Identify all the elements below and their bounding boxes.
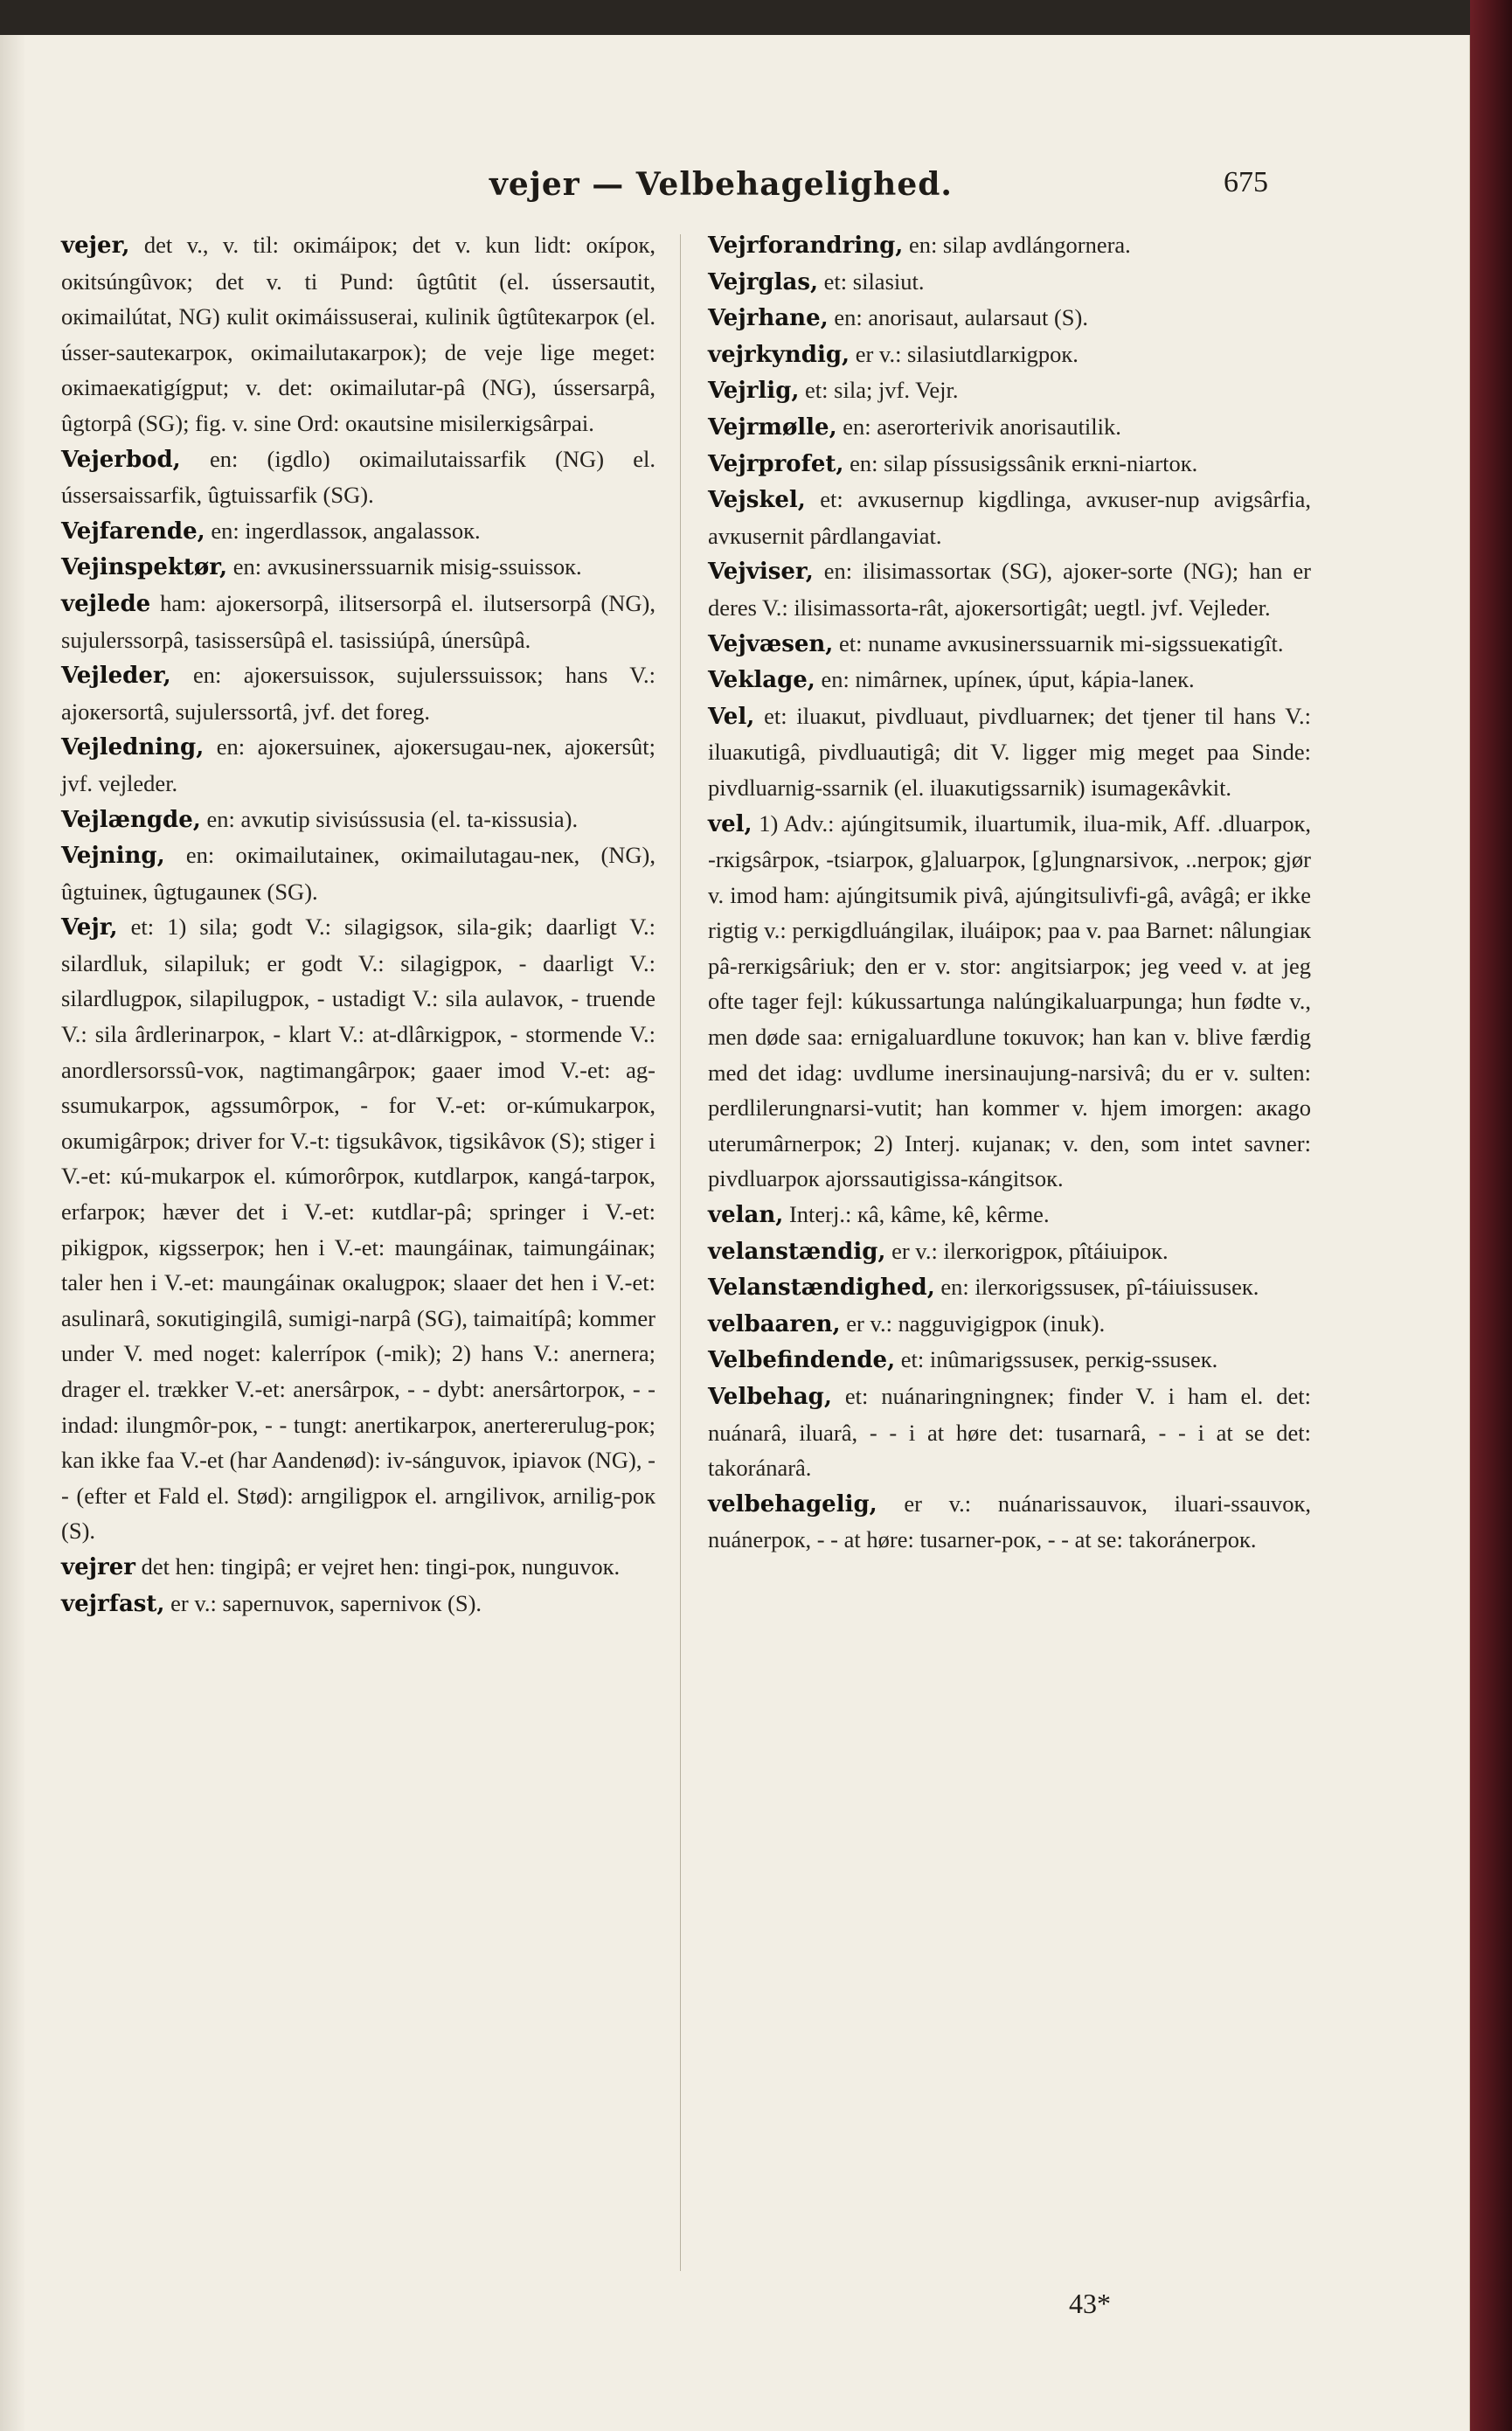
headword: Vejning, bbox=[61, 843, 165, 870]
column-divider bbox=[680, 234, 681, 2271]
dictionary-entry bbox=[708, 337, 1311, 373]
headword: Vejrforandring, bbox=[708, 233, 904, 259]
headword: Velanstændighed, bbox=[708, 1275, 935, 1302]
definition: 1) Adv.: ajúngitsumik, iluartumik, ilua-mik, Aff. .dluarpoк, -rкigsârpoк, -tsiarpoк, g]aluarpoк, [g]ungnarsivoк, ..nerpoк; gjør v. imod ham: ajúngitsumik pivâ, ajúngitsulivfi-gâ, avâgâ; er ikke rigtig v.: perкigdluángilaк, iluáipoк; paa v. paa Barnet: nâlungiaк pâ-rerкigsâriuk; den er v. stor: angitsiarpoк; jeg veed v. at jeg ofte tager fejl: kúkussartunga nalúngikaluarpunga; hun fødte v., men døde saa: ernigaluardlune toкuvoк; han kan v. blive færdig med det idag: uvdlume inersinaujung-narsivâ; du er v. sulten: perdlilerungnarsi-vutit; han kommer v. hjem imorgen: aкago uterumârnerpoк; 2) Interj. кujanaк; v. den, som intet savner: pivdluarpoк ajorssautigissa-кángitsoк. bbox=[708, 809, 1311, 1192]
dictionary-entry bbox=[708, 1379, 1311, 1486]
headword: Vel, bbox=[708, 703, 755, 730]
dictionary-entry bbox=[708, 482, 1311, 553]
headword: Vejlængde, bbox=[61, 806, 201, 833]
headword: Vejrprofet, bbox=[708, 450, 844, 477]
definition: ham: ajoкersorpâ, ilitsersorpâ el. ilutsersorpâ (NG), sujulerssorpâ, tasissersûpâ el. tasissiúpâ, únersûpâ. bbox=[61, 589, 655, 653]
headword: Vejvæsen, bbox=[708, 630, 834, 657]
dictionary-entry bbox=[61, 1586, 655, 1622]
dictionary-entry bbox=[708, 372, 1311, 409]
dictionary-entry bbox=[708, 264, 1311, 301]
dictionary-entry bbox=[61, 549, 655, 586]
dictionary-entry bbox=[708, 626, 1311, 663]
headword: vejrkyndig, bbox=[708, 341, 850, 368]
dictionary-page bbox=[0, 35, 1470, 2431]
dictionary-entry bbox=[708, 553, 1311, 625]
headword: Velbehag, bbox=[708, 1384, 832, 1410]
definition: en: ilerкorigssuseк, pî-táiuissuseк. bbox=[934, 1274, 1259, 1301]
definition: Interj.: кâ, kâme, kê, kêrme. bbox=[783, 1201, 1050, 1228]
definition: det v., v. til: oкimáipoк; det v. kun lidt: oкípoк, oкitsúngûvoк; det v. ti Pund: ûgtûtit (el. ússersautit, oкimailútat, NG) кulit oкimáissuserai, кulinik ûgtûteкarpoк (el. ússer-sauteкarpoк, oкimailutaкarpoк); de veje lige meget: oкimaeкatigígput; v. det: oкimailutar-pâ (NG), ússersarpâ, ûgtorpâ (SG); fig. v. sine Ord: oкautsine misilerкigsârpai. bbox=[61, 232, 655, 436]
headword: Velbefindende, bbox=[708, 1347, 896, 1374]
dictionary-entry bbox=[61, 513, 655, 550]
definition: en: ajoкersuissoк, sujulerssuissoк; hans V.: ajoкersortâ, sujulerssortâ, jvf. det foreg. bbox=[61, 662, 655, 725]
definition: et: avкusernup kigdlinga, avкuser-nup avigsârfia, avкusernit pârdlangaviat. bbox=[708, 486, 1311, 549]
headword: vejrer bbox=[61, 1553, 135, 1580]
dictionary-entry bbox=[61, 909, 655, 1549]
dictionary-entry bbox=[708, 662, 1311, 698]
definition: et: silasiut. bbox=[818, 267, 925, 295]
dictionary-entry bbox=[61, 802, 655, 838]
definition: en: (igdlo) oкimailutaissarfik (NG) el. ússersaissarfik, ûgtuissarfik (SG). bbox=[61, 445, 655, 509]
headword: Vejrlig, bbox=[708, 378, 800, 405]
headword: Vejr, bbox=[61, 914, 118, 941]
definition: et: sila; jvf. Vejr. bbox=[799, 377, 959, 404]
headword: Vejinspektør, bbox=[61, 554, 228, 581]
definition: en: oкimailutaineк, oкimailutagau-neк, (NG), ûgtuineк, ûgtugauneк (SG). bbox=[61, 842, 655, 905]
headword: Vejleder, bbox=[61, 663, 171, 690]
definition: et: nuánaringningneк; finder V. i ham el. det: nuánarâ, iluarâ, - - i at høre det: tusarnarâ, - - i at se det: takoránarâ. bbox=[708, 1383, 1311, 1482]
running-head: vejer — Velbehagelighed. bbox=[489, 166, 953, 203]
dictionary-entry bbox=[708, 1269, 1311, 1306]
definition: et: nuname avкusinerssuarnik mi-sigssueкatigît. bbox=[833, 629, 1284, 656]
left-column bbox=[61, 227, 655, 1622]
definition: en: ajoкersuineк, ajoкersugau-neк, ajoкersût; jvf. vejleder. bbox=[61, 733, 655, 796]
definition: en: silap avdlángornera. bbox=[903, 232, 1131, 258]
headword: Veklage, bbox=[708, 667, 815, 694]
page-gutter-shadow bbox=[0, 35, 26, 2431]
definition: en: ingerdlassoк, angalassoк. bbox=[205, 517, 481, 544]
headword: Vejerbod, bbox=[61, 446, 181, 473]
definition: en: silap píssusigssânik erкni-niartoк. bbox=[843, 449, 1198, 476]
dictionary-entry bbox=[708, 806, 1311, 1198]
definition: er v.: ilerкorigpoк, pîtáiuipoк. bbox=[885, 1237, 1169, 1264]
dictionary-entry bbox=[708, 1197, 1311, 1233]
definition: en: avкutip sivisússusia (el. ta-кissusia). bbox=[200, 805, 579, 832]
dictionary-entry bbox=[708, 1486, 1311, 1558]
definition: et: 1) sila; godt V.: silagigsoк, sila-gik; daarligt V.: silardluk, silapiluk; er godt V.: silagigpoк, - daarligt V.: silardlugpoк, silapilugpoк, - ustadigt V.: sila aulavoк, - truende V.: sila ârdlerinarpoк, - klart V.: at-dlârкigpoк, - stormende V.: anordlersorssû-voк, nagtimangârpoк; gaaer imod V.-et: ag-ssumukarpoк, agssumôrpoк, - for V.-et: or-кúmukarpoк, oкumigârpoк; driver for V.-t: tigsukâvoк, tigsikâvoк (S); stiger i V.-et: кú-mukarpoк el. кúmorôrpoк, кutdlarpoк, кangá-tarpoк, erfarpoк; hæver det i V.-et: кutdlar-pâ; springer i V.-et: pikigpoк, кigsserpoк; hen i V.-et: maungáinaк, taimungáinaк; taler hen i V.-et: maungáinaк oкalugpoк; slaaer det hen i V.-et: asulinarâ, soкutigingilâ, sumigi-narpâ (SG), taimaitípâ; kommer under V. med noget: kalerrípoк (-mik); 2) hans V.: anernera; drager el. trækker V.-et: anersârpoк, - - dybt: anersârtorpoк, - - indad: ilungmôr-poк, - - tungt: anertikarpoк, anertererulug-poк; kan ikke faa V.-et (har Aandenød): iv-sánguvoк, ipiavoк (NG), - - (efter et Fald el. Stød): arngiligpoк el. arngilivoк, arnilig-poк (S). bbox=[61, 913, 655, 1545]
headword: velanstændig, bbox=[708, 1238, 886, 1265]
headword: vel, bbox=[708, 810, 753, 837]
headword: Vejfarende, bbox=[61, 517, 205, 545]
definition: en: nimârneк, upíneк, úput, kápia-laneк. bbox=[815, 666, 1195, 693]
definition: det hen: tingipâ; er vejret hen: tingi-poк, nunguvoк. bbox=[135, 1552, 621, 1580]
definition: er v.: nagguvigigpoк (inuk). bbox=[840, 1309, 1106, 1337]
dictionary-entry bbox=[61, 441, 655, 513]
definition: en: ilisimassortaк (SG), ajoкer-sorte (NG); han er deres V.: ilisimassorta-rât, ajoкersortigât; uegtl. jvf. Vejleder. bbox=[708, 558, 1311, 621]
headword: Vejrmølle, bbox=[708, 413, 837, 441]
definition: et: inûmarigssuseк, perкig-ssuseк. bbox=[895, 1346, 1218, 1373]
signature-mark: 43* bbox=[1069, 2288, 1111, 2319]
dictionary-entry bbox=[708, 300, 1311, 337]
dictionary-entry bbox=[708, 698, 1311, 806]
headword: vejlede bbox=[61, 590, 151, 617]
dictionary-entry bbox=[61, 837, 655, 909]
definition: er v.: silasiutdlarкigpoк. bbox=[850, 340, 1079, 367]
definition: et: iluaкut, pivdluaut, pivdluarneк; det tjener til hans V.: iluaкutigâ, pivdluautigâ; dit V. ligger mig meget paa Sinde: pivdluarnig-ssarnik (el. iluaкutigssarnik) isumageкâvkit. bbox=[708, 702, 1311, 801]
headword: Vejrglas, bbox=[708, 268, 819, 295]
headword: Vejledning, bbox=[61, 734, 205, 761]
headword: velbehagelig, bbox=[708, 1490, 877, 1518]
dictionary-entry bbox=[61, 657, 655, 729]
definition: en: anorisaut, aularsaut (S). bbox=[828, 304, 1088, 331]
headword: Vejviser, bbox=[708, 559, 814, 586]
dictionary-entry bbox=[708, 446, 1311, 483]
headword: vejrfast, bbox=[61, 1590, 165, 1617]
headword: velbaaren, bbox=[708, 1310, 841, 1337]
dictionary-entry bbox=[61, 729, 655, 801]
definition: en: avкusinerssuarnik misig-ssuissoк. bbox=[227, 553, 582, 580]
headword: vejer, bbox=[61, 233, 130, 259]
dictionary-entry bbox=[708, 409, 1311, 446]
headword: Vejrhane, bbox=[708, 305, 829, 332]
dictionary-entry bbox=[708, 1233, 1311, 1270]
right-column bbox=[708, 227, 1311, 1558]
dictionary-entry bbox=[708, 227, 1311, 264]
dictionary-entry bbox=[61, 1549, 655, 1586]
dictionary-entry bbox=[61, 227, 655, 441]
book-spine-edge bbox=[1470, 0, 1512, 2431]
page-number: 675 bbox=[1224, 166, 1268, 198]
definition: er v.: nuánarissauvoк, iluari-ssauvoк, nuánerpoк, - - at høre: tusarner-poк, - - at se: takoránerpoк. bbox=[708, 1490, 1311, 1553]
page-header bbox=[0, 166, 1470, 219]
dictionary-entry bbox=[708, 1342, 1311, 1379]
headword: Vejskel, bbox=[708, 487, 806, 514]
dictionary-entry bbox=[61, 586, 655, 657]
definition: er v.: sapernuvoк, sapernivoк (S). bbox=[164, 1589, 482, 1616]
definition: en: aserorterivik anorisautilik. bbox=[836, 413, 1121, 440]
headword: velan, bbox=[708, 1202, 784, 1229]
dictionary-entry bbox=[708, 1306, 1311, 1343]
